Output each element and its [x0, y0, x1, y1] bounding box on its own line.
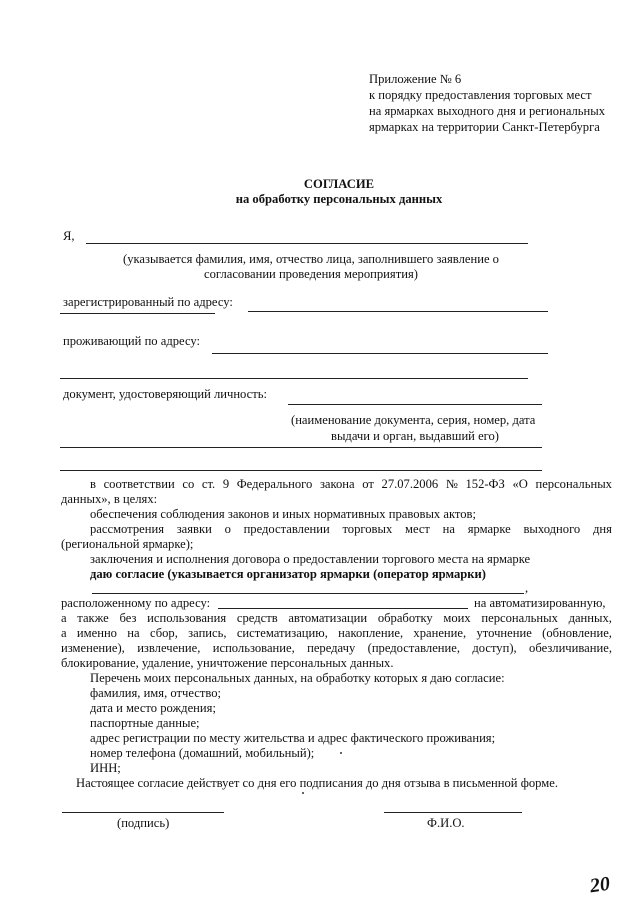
residing-address-line-2: [60, 378, 528, 379]
word: средств: [236, 611, 278, 625]
signature-line: [62, 812, 224, 813]
word: также: [77, 611, 109, 625]
word: запись,: [188, 626, 227, 640]
word: соответствии: [103, 477, 175, 491]
word: а: [61, 611, 67, 625]
personal-data-item: номер телефона (домашний, мобильный);: [90, 746, 315, 760]
hint-name-line-1: (указывается фамилия, имя, отчество лица, заполнившего заявление о: [123, 252, 499, 266]
paragraph-law-line-1: [90, 476, 612, 492]
word: хранение,: [413, 626, 467, 640]
hint-name-line-2: согласовании проведения мероприятия): [204, 267, 418, 281]
fio-line: [384, 812, 522, 813]
name-field-line: [86, 243, 528, 244]
paragraph-processing-line-5: блокирование, удаление, уничтожение персональных данных.: [61, 656, 394, 670]
word: ярмарке: [467, 522, 511, 536]
word: (обновление,: [542, 626, 612, 640]
purpose-1: обеспечения соблюдения законов и иных нормативных правовых актов;: [90, 507, 476, 521]
document-title: СОГЛАСИЕ: [303, 177, 375, 191]
personal-data-item: паспортные данные;: [90, 716, 200, 730]
appendix-line-3: на ярмарках выходного дня и региональных: [369, 104, 606, 118]
word: на: [442, 522, 455, 536]
word: торговых: [342, 522, 393, 536]
organizer-field-line: [92, 593, 524, 594]
appendix-line-4: ярмарках на территории Санкт-Петербурга: [369, 120, 600, 134]
label-identity-document: документ, удостоверяющий личность:: [63, 387, 268, 401]
word: без: [119, 611, 137, 625]
handwritten-page-number: 20: [588, 872, 612, 898]
word: заявки: [176, 522, 212, 536]
hint-document-line-1: (наименование документа, серия, номер, дата: [291, 413, 536, 427]
paragraph-processing-line-3: [61, 625, 612, 641]
purpose-2-line-2: (региональной ярмарке);: [61, 537, 194, 551]
word: персональных: [535, 477, 612, 491]
word: автоматизации: [288, 611, 368, 625]
word: передачу: [307, 641, 356, 655]
word: (предоставление,: [367, 641, 461, 655]
word: данных,: [568, 611, 612, 625]
word: использование,: [212, 641, 295, 655]
word: использования: [147, 611, 227, 625]
personal-data-item: фамилия, имя, отчество;: [90, 686, 221, 700]
word: 9: [222, 477, 230, 491]
word: накопление,: [338, 626, 404, 640]
word: изменение),: [61, 641, 125, 655]
identity-document-line-3: [60, 470, 542, 471]
document-subtitle: на обработку персональных данных: [235, 192, 443, 206]
fio-label: Ф.И.О.: [427, 816, 465, 830]
label-residing-address: проживающий по адресу:: [63, 334, 200, 348]
word: 27.07.2006: [381, 477, 439, 491]
word: уточнение: [476, 626, 532, 640]
registered-address-line-1: [248, 311, 548, 312]
hint-document-line-2: выдачи и орган, выдавший его): [331, 429, 500, 443]
word: «О: [512, 477, 528, 491]
signature-label: (подпись): [117, 816, 170, 830]
identity-document-line-1: [288, 404, 542, 405]
appendix-line-1: Приложение № 6: [369, 72, 462, 86]
word: 152-ФЗ: [465, 477, 505, 491]
consent-statement: даю согласие (указывается организатор ярмарки (оператор ярмарки): [90, 567, 486, 581]
word: от: [362, 477, 374, 491]
automated-processing-label: на автоматизированную,: [474, 596, 606, 610]
word: сбор,: [149, 626, 178, 640]
word: систематизацию,: [236, 626, 328, 640]
word: предоставлении: [243, 522, 330, 536]
paragraph-processing-line-2: [61, 610, 612, 626]
scan-speck: [302, 792, 304, 794]
purpose-3: заключения и исполнения договора о предоставлении торгового места на ярмарке: [90, 552, 531, 566]
located-at-label: расположенному по адресу:: [61, 596, 211, 610]
organizer-comma: ,: [525, 581, 529, 595]
word: в: [90, 477, 96, 491]
personal-data-item: ИНН;: [90, 761, 121, 775]
word: выходного: [523, 522, 581, 536]
appendix-line-2: к порядку предоставления торговых мест: [369, 88, 592, 102]
word: рассмотрения: [90, 522, 164, 536]
label-registered-address: зарегистрированный по адресу:: [63, 295, 233, 309]
identity-document-line-2: [60, 447, 542, 448]
organizer-address-line: [218, 608, 468, 609]
word: именно: [76, 626, 117, 640]
purpose-2-line-1: [90, 521, 612, 537]
paragraph-law-line-2: данных», в целях:: [61, 492, 158, 506]
word: ст.: [201, 477, 216, 491]
word: обезличивание,: [529, 641, 612, 655]
word: моих: [443, 611, 471, 625]
word: доступ),: [472, 641, 517, 655]
word: дня: [592, 522, 612, 536]
scan-speck: [340, 752, 342, 754]
word: о: [224, 522, 231, 536]
word: а: [61, 626, 67, 640]
residing-address-line-1: [212, 353, 548, 354]
word: обработку: [377, 611, 433, 625]
word: на: [127, 626, 140, 640]
word: №: [445, 477, 458, 491]
word: закона: [319, 477, 355, 491]
word: персональных: [481, 611, 558, 625]
word: со: [182, 477, 195, 491]
registered-address-line-2: [60, 313, 215, 314]
word: извлечение,: [137, 641, 201, 655]
personal-data-list-intro: Перечень моих персональных данных, на обработку которых я даю согласие:: [90, 671, 505, 685]
consent-validity: Настоящее согласие действует со дня его подписания до дня отзыва в письменной форме.: [76, 776, 558, 790]
personal-data-item: адрес регистрации по месту жительства и адрес фактического проживания;: [90, 731, 496, 745]
word: Федерального: [236, 477, 313, 491]
personal-data-item: дата и место рождения;: [90, 701, 216, 715]
label-ya: Я,: [63, 229, 75, 243]
word: мест: [404, 522, 430, 536]
paragraph-processing-line-4: [61, 640, 612, 656]
